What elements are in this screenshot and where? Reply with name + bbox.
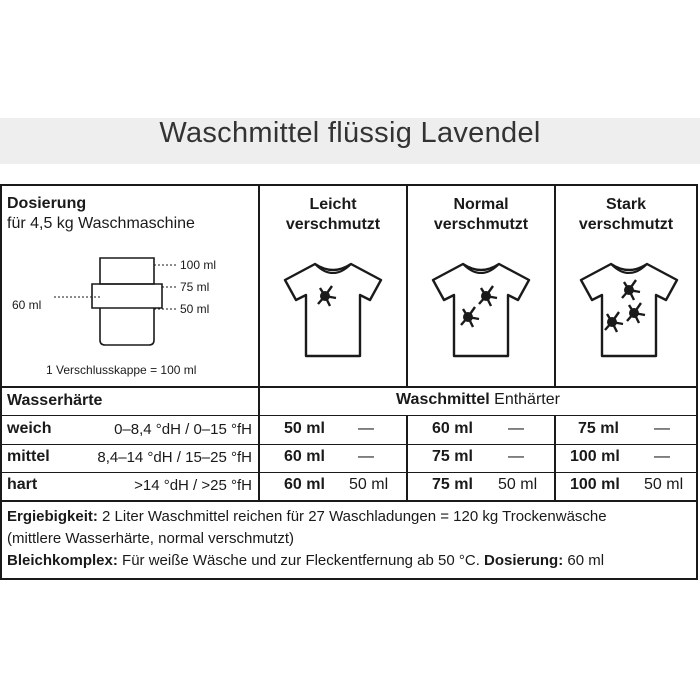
cell-hart-normal-softener: 50 ml [498, 476, 538, 493]
cell-hart-heavy-softener: 50 ml [644, 476, 684, 493]
soil-header-normal-line1: Normal [453, 196, 509, 213]
cell-weich-heavy-softener: — [654, 420, 670, 437]
dosage-heading: Dosierung [7, 195, 87, 212]
bleach-line [7, 552, 604, 569]
dosage-subheading: für 4,5 kg Waschmaschine [7, 215, 195, 232]
page-title: Waschmittel flüssig Lavendel [159, 117, 541, 149]
cap-mark-60: 60 ml [12, 298, 42, 312]
row-range-hart: >14 °dH / >25 °fH [134, 477, 252, 494]
cap-band [92, 284, 162, 308]
soil-header-normal [408, 195, 554, 235]
row-name-weich: weich [7, 420, 52, 437]
cell-hart-normal-detergent: 75 ml [432, 476, 473, 493]
yield-label: Ergiebigkeit: [7, 508, 98, 525]
cell-weich-heavy-detergent: 75 ml [578, 420, 619, 437]
cell-weich-normal-softener: — [508, 420, 524, 437]
rule-header-bottom [2, 386, 696, 388]
row-name-mittel: mittel [7, 448, 50, 465]
tshirt-heavy-icon [574, 256, 684, 366]
yield-text: 2 Liter Waschmittel reichen für 27 Waschladungen = 120 kg Trockenwäsche [97, 508, 607, 525]
soil-header-light-line1: Leicht [309, 196, 357, 213]
cell-mittel-normal-detergent: 75 ml [432, 448, 473, 465]
cell-mittel-light-detergent: 60 ml [284, 448, 325, 465]
col-divider-2-bottom [406, 415, 408, 501]
cell-hart-light-softener: 50 ml [349, 476, 389, 493]
cap-body [100, 308, 154, 345]
cell-mittel-heavy-detergent: 100 ml [570, 448, 620, 465]
cell-mittel-light-softener: — [358, 448, 374, 465]
rule-row-mittel [2, 472, 696, 473]
rule-table-bottom [2, 500, 696, 502]
rule-hardness-header [2, 415, 696, 416]
bleach-text: Für weiße Wäsche und zur Fleckentfernung ab 50 °C. [117, 552, 480, 569]
col-divider-3-bottom [554, 415, 556, 501]
dosage-table [0, 184, 698, 580]
soil-header-light-line2: verschmutzt [285, 216, 381, 233]
soil-header-heavy [556, 195, 696, 235]
soil-header-heavy-line1: Stark [605, 196, 647, 213]
legend-softener: Enthärter [494, 391, 560, 408]
cap-level-lines [54, 265, 178, 309]
dose-label: Dosierung: [479, 552, 564, 569]
cap-note: 1 Verschlusskappe = 100 ml [46, 363, 197, 377]
yield-note: (mittlere Wasserhärte, normal verschmutzt) [7, 530, 295, 547]
row-range-mittel: 8,4–14 °dH / 15–25 °fH [97, 449, 252, 466]
hardness-header: Wasserhärte [7, 392, 103, 409]
cap-top [100, 258, 154, 284]
cell-hart-light-detergent: 60 ml [284, 476, 325, 493]
column-legend [260, 391, 696, 409]
cap-mark-75: 75 ml [180, 280, 210, 294]
tshirt-normal-icon [426, 256, 536, 366]
soil-header-normal-line2: verschmutzt [433, 216, 529, 233]
row-name-hart: hart [7, 476, 38, 493]
row-range-weich: 0–8,4 °dH / 0–15 °fH [114, 421, 252, 438]
cell-weich-light-detergent: 50 ml [284, 420, 325, 437]
bleach-label: Bleichkomplex: [7, 552, 118, 569]
cap-mark-50: 50 ml [180, 302, 210, 316]
yield-line [7, 508, 607, 525]
dose-text: 60 ml [563, 552, 605, 569]
legend-detergent: Waschmittel [396, 391, 490, 408]
cell-hart-heavy-detergent: 100 ml [570, 476, 620, 493]
cell-weich-light-softener: — [358, 420, 374, 437]
cell-weich-normal-detergent: 60 ml [432, 420, 473, 437]
soil-header-light [260, 195, 406, 235]
measuring-cap-diagram [42, 248, 262, 378]
soil-header-heavy-line2: verschmutzt [578, 216, 674, 233]
rule-row-weich [2, 444, 696, 445]
cap-mark-100: 100 ml [180, 258, 217, 272]
cell-mittel-normal-softener: — [508, 448, 524, 465]
tshirt-light-icon [278, 256, 388, 366]
cell-mittel-heavy-softener: — [654, 448, 670, 465]
